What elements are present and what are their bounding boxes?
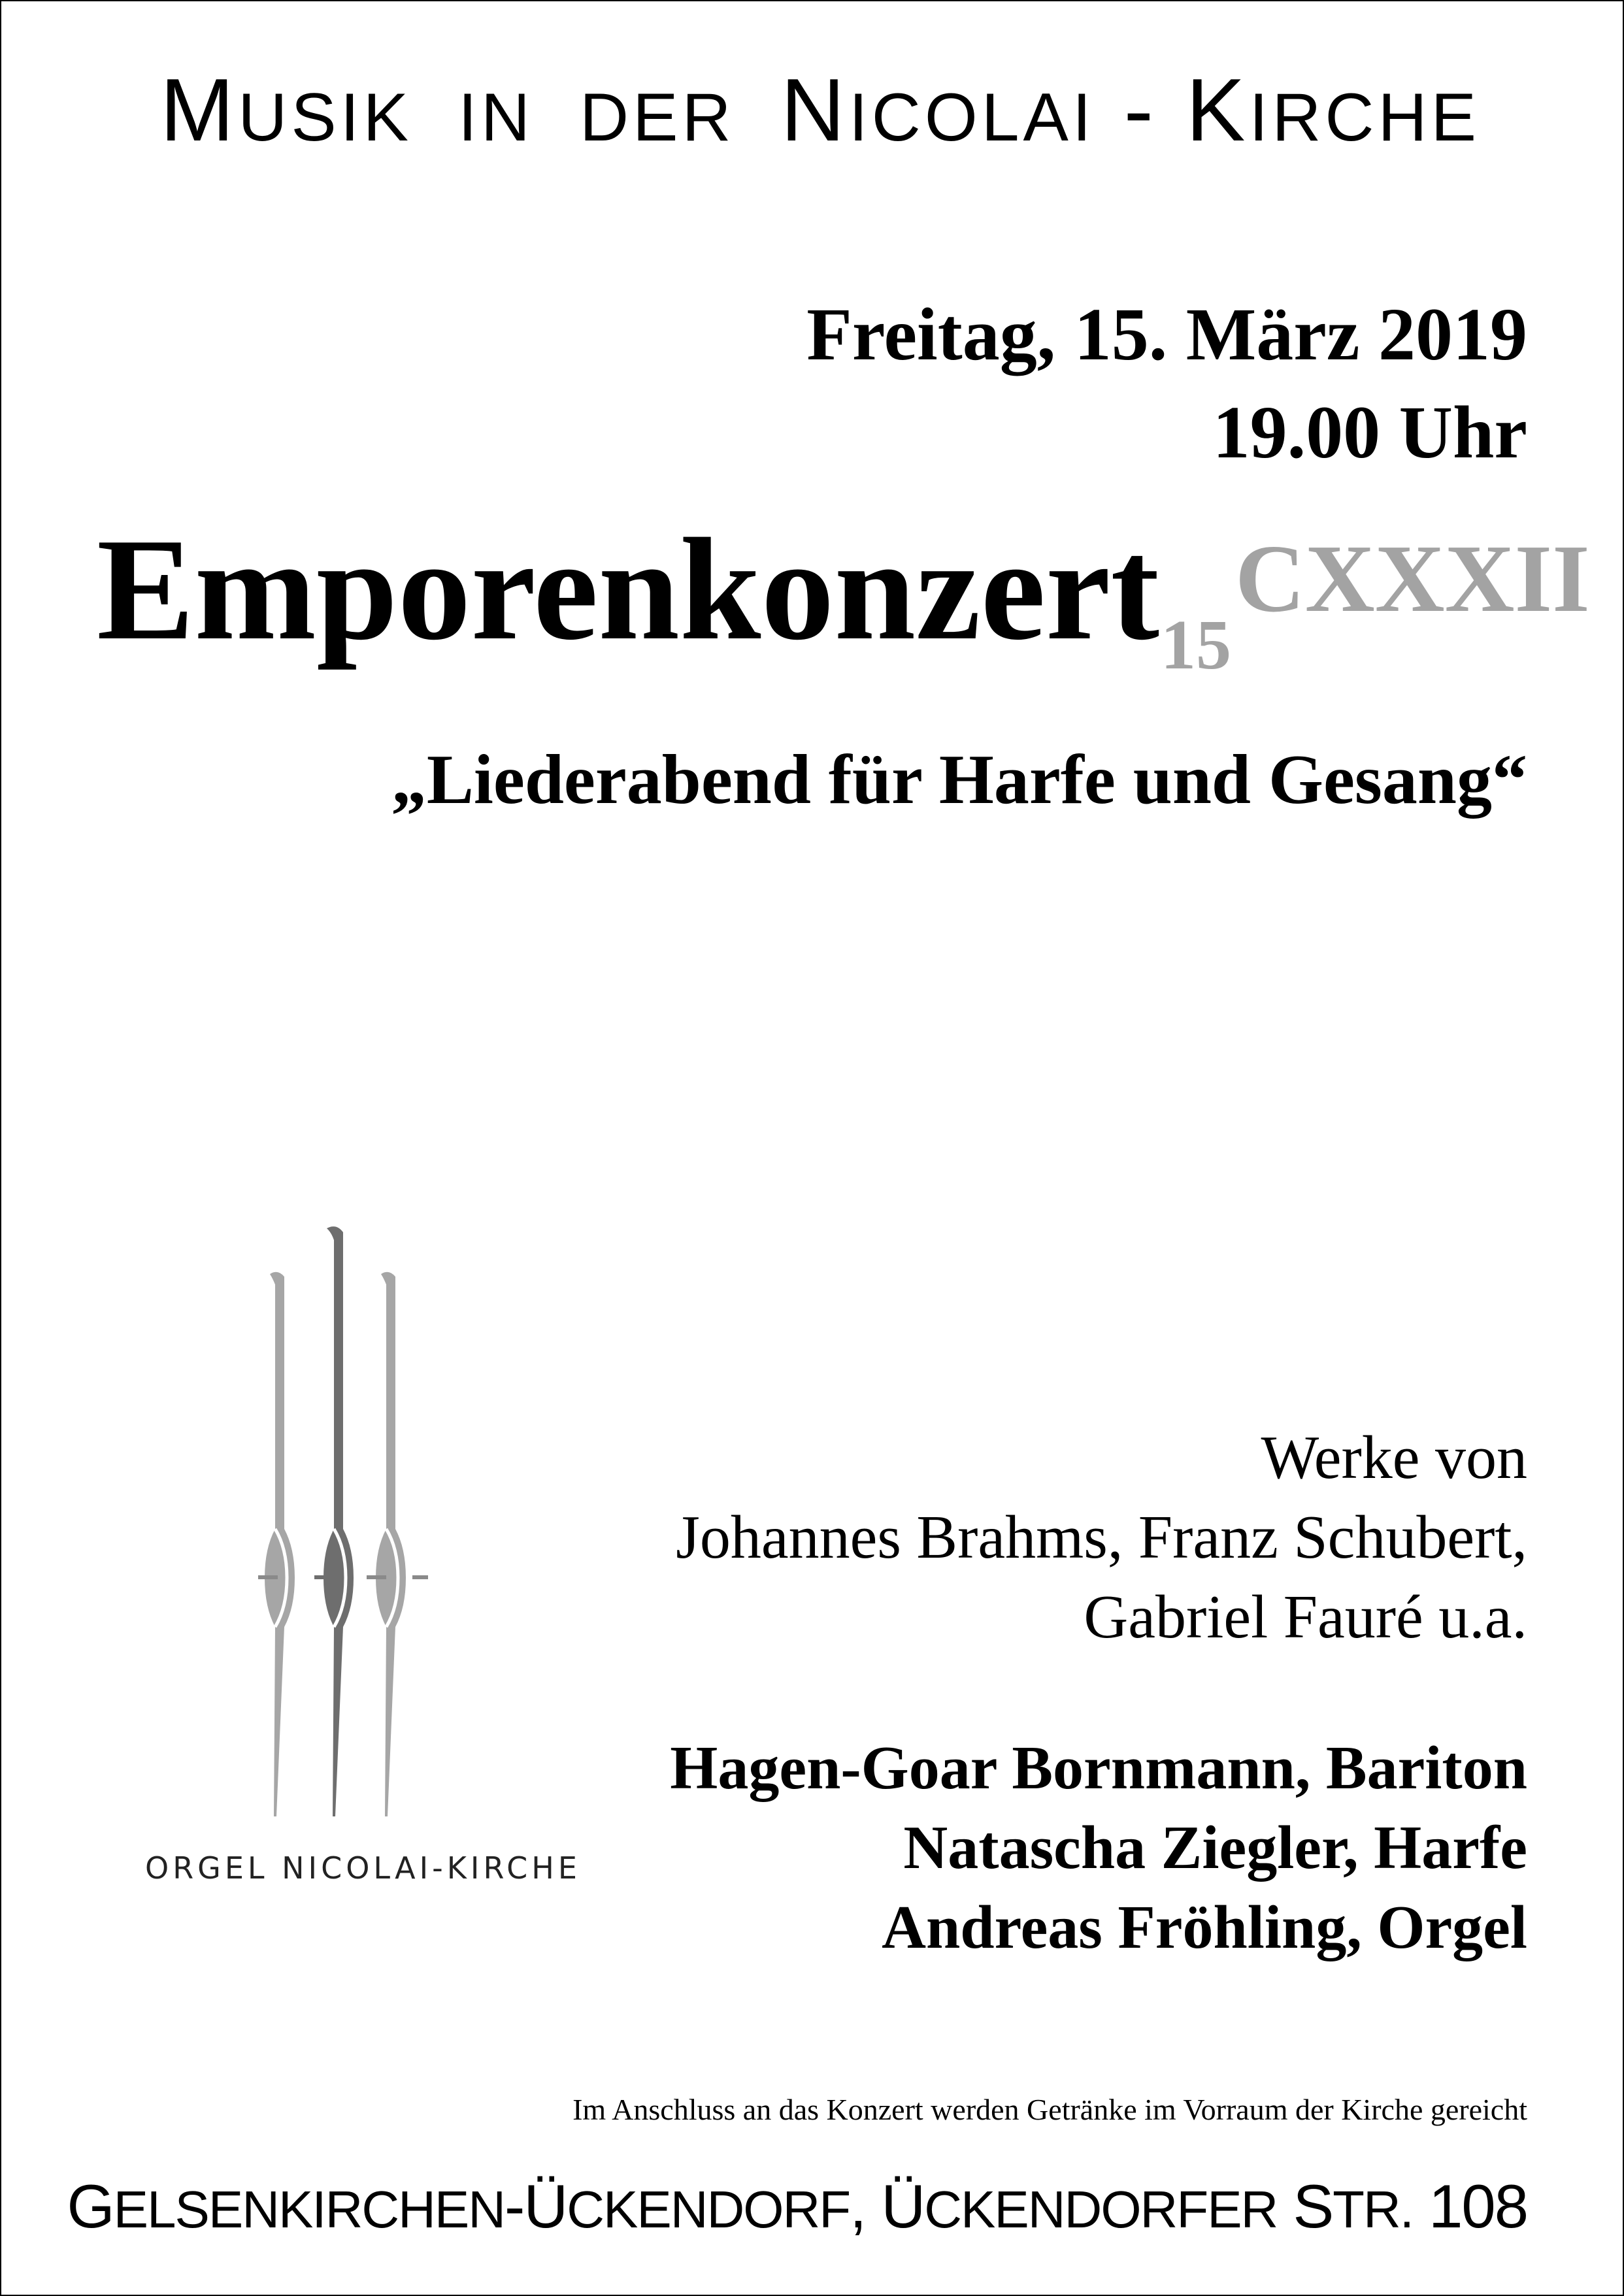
logo-pipe-right bbox=[376, 1272, 406, 1816]
address-str-initial: S bbox=[1293, 2172, 1333, 2240]
performer: Andreas Fröhling, Orgel bbox=[882, 1894, 1527, 1962]
address-district: CKENDORF bbox=[567, 2180, 850, 2239]
works-intro: Werke von bbox=[1261, 1424, 1527, 1492]
event-title: Emporenkonzert bbox=[97, 508, 1159, 670]
address-street: CKENDORFER bbox=[924, 2180, 1278, 2239]
address-number: 108 bbox=[1429, 2172, 1527, 2240]
event-time: 19.00 Uhr bbox=[1212, 391, 1527, 474]
address-initial-u: Ü bbox=[523, 2172, 567, 2240]
header-word-kirche: IRCHE bbox=[1249, 80, 1480, 156]
event-title-block bbox=[97, 508, 1231, 712]
venue-address bbox=[67, 2172, 1527, 2240]
logo-pipe-middle bbox=[323, 1226, 354, 1816]
header-word-in: IN bbox=[458, 80, 535, 156]
performer: Natascha Ziegler, Harfe bbox=[903, 1814, 1527, 1882]
refreshment-note: Im Anschluss an das Konzert werden Getränke im Vorraum der Kirche gereicht bbox=[572, 2093, 1527, 2126]
header-word-nicolai: ICOLAI bbox=[848, 80, 1095, 156]
header-word-kirche-initial: K bbox=[1185, 60, 1250, 159]
logo-caption: ORGEL NICOLAI-KIRCHE bbox=[145, 1850, 581, 1886]
address-str: TR. bbox=[1333, 2180, 1414, 2239]
header-word-der: DER bbox=[580, 80, 735, 156]
works-block bbox=[676, 1418, 1527, 1658]
address-dash: - bbox=[505, 2172, 524, 2240]
event-title-subscript: 15 bbox=[1160, 606, 1231, 684]
header-word-nicolai-initial: N bbox=[780, 60, 849, 159]
header-word-musik: USIK bbox=[238, 80, 413, 156]
works-composers-more: Gabriel Fauré u.a. bbox=[1084, 1583, 1527, 1652]
address-comma: , bbox=[850, 2172, 866, 2240]
header-word-musik-initial: M bbox=[159, 60, 239, 159]
page-header bbox=[111, 60, 1529, 159]
event-subtitle: „Liederabend für Harfe und Gesang“ bbox=[391, 741, 1527, 819]
address-street-initial: Ü bbox=[881, 2172, 925, 2240]
series-number: CXXXII bbox=[1235, 525, 1590, 632]
works-composers: Johannes Brahms, Franz Schubert, bbox=[676, 1503, 1527, 1572]
address-initial-g: G bbox=[67, 2172, 114, 2240]
organ-pipes-icon bbox=[258, 1222, 428, 1823]
performer: Hagen-Goar Bornmann, Bariton bbox=[670, 1734, 1527, 1802]
performers-block bbox=[670, 1728, 1527, 1968]
event-date: Freitag, 15. März 2019 bbox=[806, 293, 1527, 376]
header-dash: - bbox=[1123, 60, 1157, 159]
address-city: ELSENKIRCHEN bbox=[113, 2180, 505, 2239]
logo-pipe-left bbox=[265, 1272, 295, 1816]
